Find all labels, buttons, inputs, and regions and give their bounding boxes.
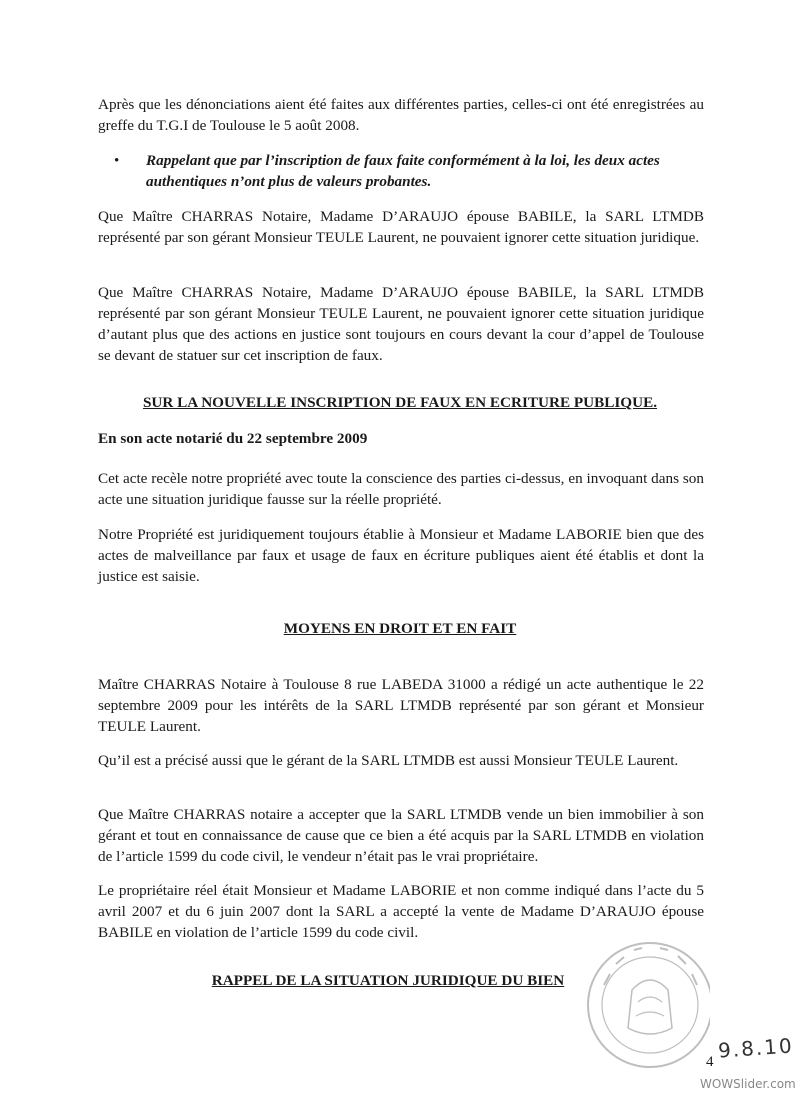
subheading-1: En son acte notarié du 22 septembre 2009 bbox=[98, 430, 368, 447]
paragraph-7: Qu’il est a précisé aussi que le gérant de la SARL LTMDB est aussi Monsieur TEULE Laurent. bbox=[98, 752, 679, 769]
section-heading-2: MOYENS EN DROIT ET EN FAIT bbox=[283, 620, 517, 637]
bullet-dot-icon: • bbox=[114, 152, 120, 169]
page-number: 4 bbox=[706, 1054, 714, 1070]
paragraph-2: Que Maître CHARRAS Notaire, Madame D’ARAUJO épouse BABILE, la SARL LTMDB représenté par son gérant Monsieur TEULE Laurent, ne pouvaient ignorer cette situation juridique. bbox=[98, 208, 704, 246]
paragraph-6: Maître CHARRAS Notaire à Toulouse 8 rue LABEDA 31000 a rédigé un acte authentique le 22 septembre 2009 pour les intérêts de la SARL LTMDB représenté par son gérant et Monsieur TEULE Laurent. bbox=[98, 676, 704, 735]
paragraph-5: Notre Propriété est juridiquement toujours établie à Monsieur et Madame LABORIE bien que des actes de malveillance par faux et usage de faux en écriture publiques aient été établis et dont la justice est saisie. bbox=[98, 526, 704, 585]
paragraph-8: Que Maître CHARRAS notaire a accepter que la SARL LTMDB vende un bien immobilier à son gérant et tout en connaissance de cause que ce bien a été acquis par la SARL LTMDB en violation de l’article 1599 du code civil, le vendeur n’était pas le vrai propriétaire. bbox=[98, 806, 704, 865]
section-heading-3: RAPPEL DE LA SITUATION JURIDIQUE DU BIEN bbox=[211, 972, 565, 989]
paragraph-4: Cet acte recèle notre propriété avec toute la conscience des parties ci-dessus, en invoquant dans son acte une situation juridique fausse sur la réelle propriété. bbox=[98, 470, 704, 508]
section-heading-1: SUR LA NOUVELLE INSCRIPTION DE FAUX EN ECRITURE PUBLIQUE. bbox=[142, 394, 658, 411]
paragraph-9: Le propriétaire réel était Monsieur et Madame LABORIE et non comme indiqué dans l’acte du 5 avril 2007 et du 6 juin 2007 dont la SARL a accepté la vente de Madame D’ARAUJO épouse BABILE en violation de l’article 1599 du code civil. bbox=[98, 882, 704, 941]
watermark: WOWSlider.com bbox=[700, 1077, 796, 1091]
bullet-text: Rappelant que par l’inscription de faux faite conformément à la loi, les deux actes authentiques n’ont plus de valeurs probantes. bbox=[146, 152, 660, 190]
court-seal-stamp bbox=[580, 930, 710, 1080]
handwritten-date: 9.8.10 bbox=[717, 1033, 795, 1063]
paragraph-1: Après que les dénonciations aient été faites aux différentes parties, celles-ci ont été enregistrées au greffe du T.G.I de Toulouse le 5 août 2008. bbox=[98, 96, 704, 134]
paragraph-3: Que Maître CHARRAS Notaire, Madame D’ARAUJO épouse BABILE, la SARL LTMDB représenté par son gérant Monsieur TEULE Laurent, ne pouvaient ignorer cette situation juridique d’autant plus que des actions en justice sont toujours en cours devant la cour d’appel de Toulouse se devant de statuer sur cet inscription de faux. bbox=[98, 284, 704, 364]
